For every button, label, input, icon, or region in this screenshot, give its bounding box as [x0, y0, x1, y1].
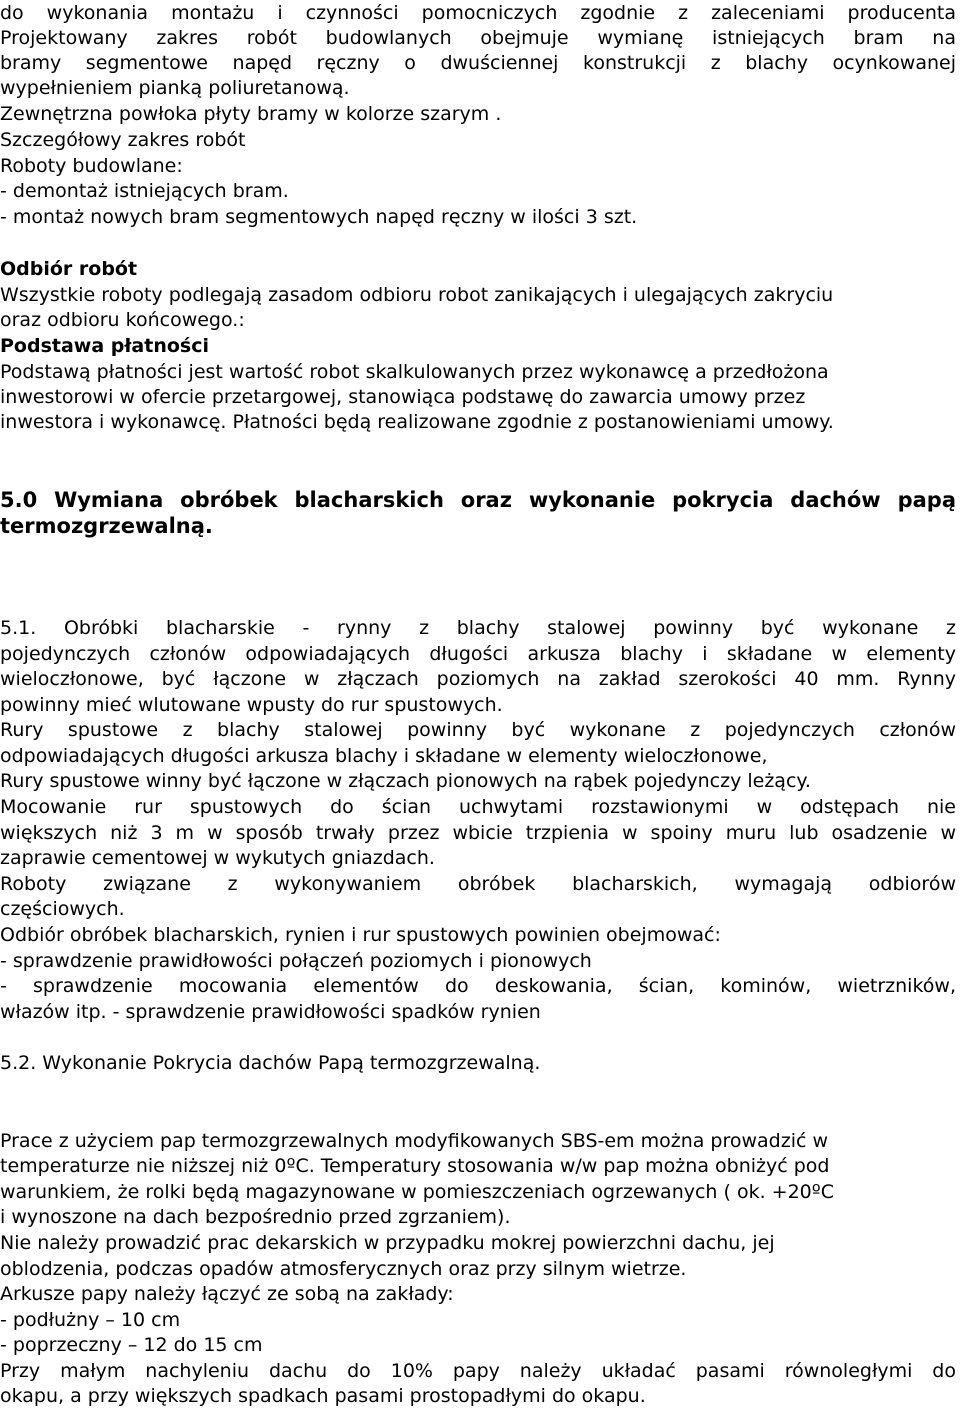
body-line: Prace z użyciem pap termozgrzewalnych modyfikowanych SBS-em można prowadzić w	[0, 1130, 829, 1152]
body-line: Roboty budowlane:	[0, 155, 183, 177]
body-line: wieloczłonowe, być łączone w złączach poziomych na zakład szerokości 40 mm. Rynny	[0, 668, 956, 690]
body-line: Nie należy prowadzić prac dekarskich w przypadku mokrej powierzchni dachu, jej	[0, 1232, 775, 1254]
section-heading: Podstawa płatności	[0, 335, 209, 357]
body-line: temperaturze nie niższej niż 0ºC. Temperatury stosowania w/w pap można obniżyć pod	[0, 1155, 830, 1177]
body-line: częściowych.	[0, 898, 125, 920]
body-line: większych niż 3 m w sposób trwały przez wbicie trzpienia w spoiny muru lub osadzenie w	[0, 822, 956, 844]
body-line: Rury spustowe winny być łączone w złączach pionowych na rąbek pojedynczy leżący.	[0, 770, 811, 792]
body-line: Wszystkie roboty podlegają zasadom odbioru robot zanikających i ulegających zakryciu	[0, 284, 834, 306]
body-line: 5.1. Obróbki blacharskie - rynny z blachy stalowej powinny być wykonane z	[0, 617, 956, 639]
body-line: Projektowany zakres robót budowlanych obejmuje wymianę istniejących bram na	[0, 27, 956, 49]
body-line: zaprawie cementowej w wykutych gniazdach.	[0, 847, 435, 869]
body-line: - sprawdzenie prawidłowości połączeń poziomych i pionowych	[0, 950, 592, 972]
body-line: powinny mieć wlutowane wpusty do rur spustowych.	[0, 694, 503, 716]
body-line: - podłużny – 10 cm	[0, 1309, 181, 1331]
body-line: - montaż nowych bram segmentowych napęd ręczny w ilości 3 szt.	[0, 206, 638, 228]
body-line: pojedynczych członów odpowiadających długości arkusza blachy i składane w elementy	[0, 643, 956, 665]
section-heading: Odbiór robót	[0, 258, 138, 280]
body-line: Szczegółowy zakres robót	[0, 129, 246, 151]
body-line: bramy segmentowe napęd ręczny o dwuściennej konstrukcji z blachy ocynkowanej	[0, 52, 956, 74]
body-line: włazów itp. - sprawdzenie prawidłowości spadków rynien	[0, 1001, 541, 1023]
body-line: inwestorowi w ofercie przetargowej, stanowiąca podstawę do zawarcia umowy przez	[0, 386, 806, 408]
body-line: wypełnieniem pianką poliuretanową.	[0, 77, 350, 99]
body-line: okapu, a przy większych spadkach pasami prostopadłymi do okapu.	[0, 1385, 646, 1407]
body-line: odpowiadających długości arkusza blachy i składane w elementy wieloczłonowe,	[0, 745, 768, 767]
body-line: i wynoszone na dach bezpośrednio przed zgrzaniem).	[0, 1206, 511, 1228]
body-line: - poprzeczny – 12 do 15 cm	[0, 1334, 263, 1356]
body-line: - demontaż istniejących bram.	[0, 180, 289, 202]
subsection-heading: 5.2. Wykonanie Pokrycia dachów Papą termozgrzewalną.	[0, 1052, 541, 1074]
body-line: Roboty związane z wykonywaniem obróbek blacharskich, wymagają odbiorów	[0, 873, 956, 895]
body-line: warunkiem, że rolki będą magazynowane w pomieszczeniach ogrzewanych ( ok. +20ºC	[0, 1181, 834, 1203]
body-line: Przy małym nachyleniu dachu do 10% papy należy układać pasami równoległymi do	[0, 1360, 956, 1382]
body-line: Mocowanie rur spustowych do ścian uchwytami rozstawionymi w odstępach nie	[0, 796, 956, 818]
body-line: - sprawdzenie mocowania elementów do deskowania, ścian, kominów, wietrzników,	[0, 975, 956, 997]
body-line: Rury spustowe z blachy stalowej powinny być wykonane z pojedynczych członów	[0, 719, 956, 741]
body-line: Odbiór obróbek blacharskich, rynien i rur spustowych powinien obejmować:	[0, 924, 721, 946]
body-line: oraz odbioru końcowego.:	[0, 309, 245, 331]
body-line: Arkusze papy należy łączyć ze sobą na zakłady:	[0, 1283, 454, 1305]
body-line: do wykonania montażu i czynności pomocniczych zgodnie z zaleceniami producenta	[0, 2, 956, 24]
chapter-heading: 5.0 Wymiana obróbek blacharskich oraz wykonanie pokrycia dachów papą	[0, 488, 956, 512]
body-line: inwestora i wykonawcę. Płatności będą realizowane zgodnie z postanowieniami umowy.	[0, 411, 834, 433]
body-line: oblodzenia, podczas opadów atmosferycznych oraz przy silnym wietrze.	[0, 1258, 687, 1280]
chapter-heading: termozgrzewalną.	[0, 514, 213, 538]
body-line: Zewnętrzna powłoka płyty bramy w kolorze szarym .	[0, 103, 502, 125]
body-line: Podstawą płatności jest wartość robot skalkulowanych przez wykonawcę a przedłożona	[0, 361, 829, 383]
